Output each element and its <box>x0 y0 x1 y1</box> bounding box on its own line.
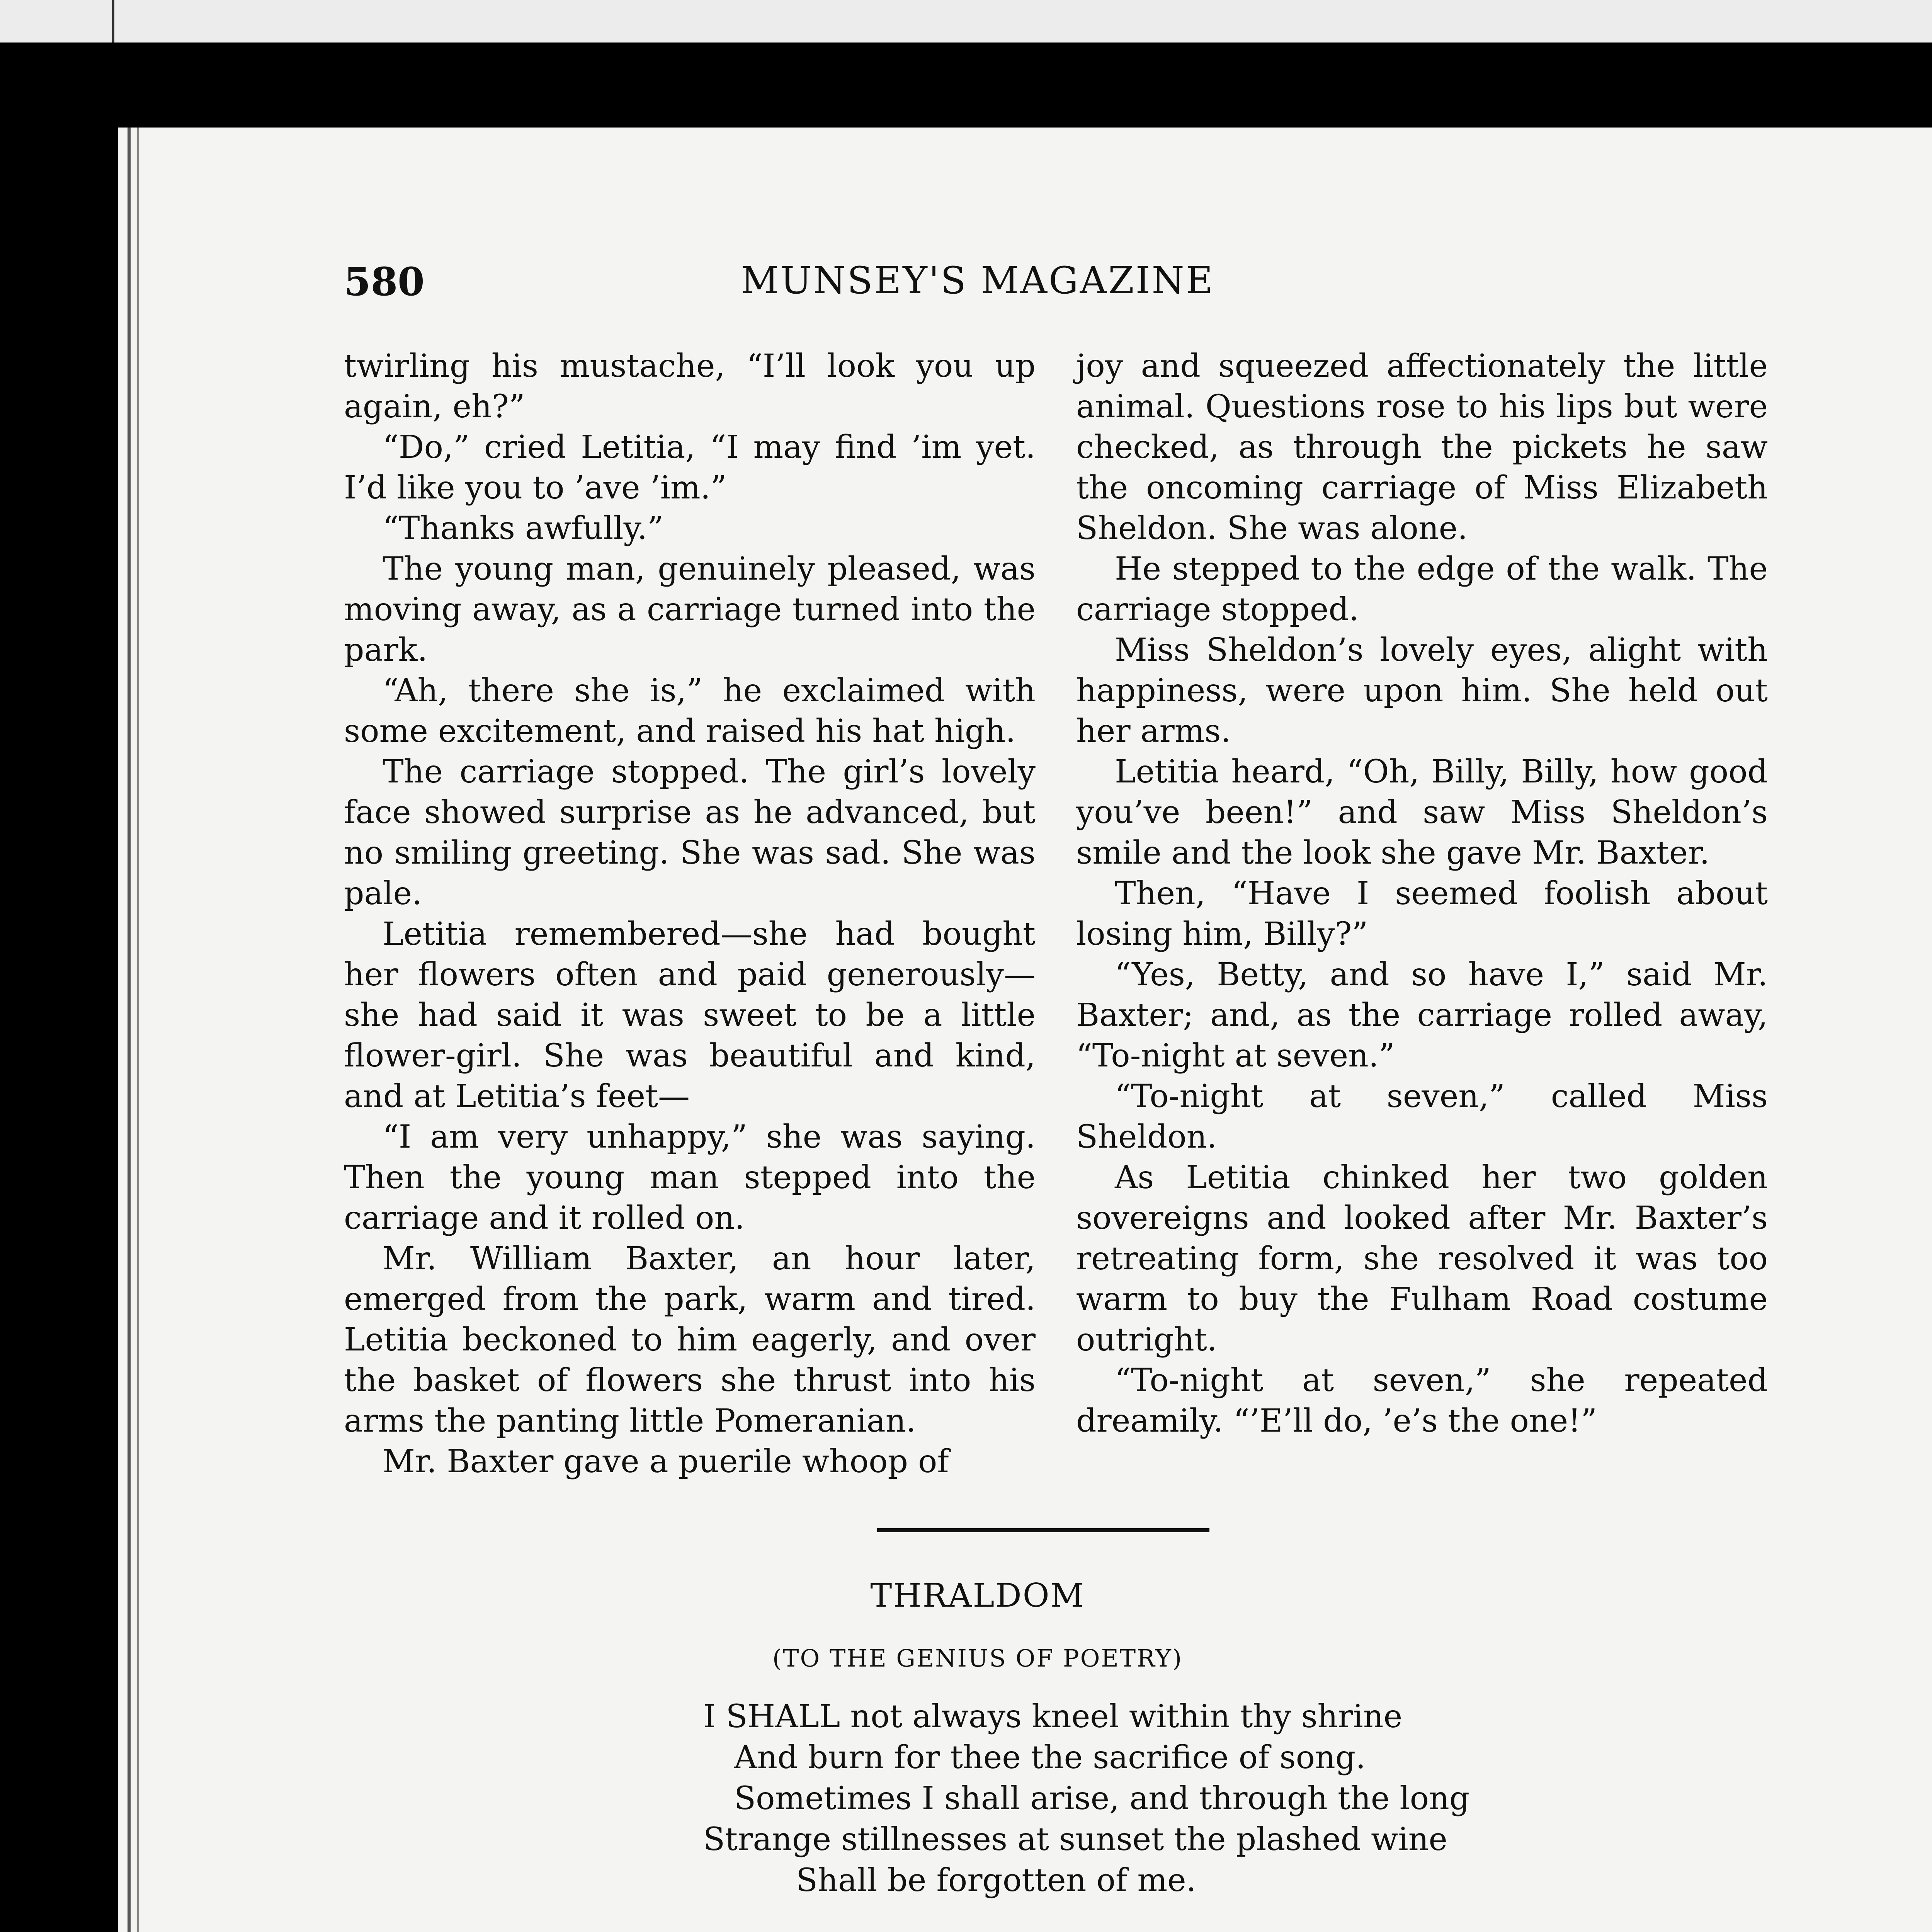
paragraph: “Yes, Betty, and so have I,” said Mr. Baxter; and, as the carriage rolled away, “To-night at seven.” <box>1076 956 1768 1074</box>
paragraph: Letitia heard, “Oh, Billy, Billy, how good you’ve been!” and saw Miss Sheldon’s smile and the look she gave Mr. Baxter. <box>1076 753 1768 871</box>
paragraph: Then, “Have I seemed foolish about losing him, Billy?” <box>1076 875 1768 952</box>
poem-line: Strange stillnesses at sunset the plashed wine <box>703 1821 1447 1858</box>
story-left-column <box>344 346 1036 1482</box>
poem-line: I SHALL not always kneel within thy shrine <box>703 1698 1403 1735</box>
paragraph: “I am very unhappy,” she was saying. Then the young man stepped into the carriage and it rolled on. <box>344 1119 1036 1236</box>
paragraph: The carriage stopped. The girl’s lovely face showed surprise as he advanced, but no smiling greeting. She was sad. She was pale. <box>344 753 1036 912</box>
paragraph: As Letitia chinked her two golden sovereigns and looked after Mr. Baxter’s retreating form, she resolved it was too warm to buy the Fulham Road costume outright. <box>1076 1159 1768 1358</box>
binding-gutter-line <box>128 128 131 1932</box>
paragraph: He stepped to the edge of the walk. The carriage stopped. <box>1076 551 1768 628</box>
binding-gutter-line <box>137 128 139 1932</box>
paragraph: Mr. William Baxter, an hour later, emerged from the park, warm and tired. Letitia beckoned to him eagerly, and over the basket of flowers she thrust into his arms the panting little Pomeranian. <box>344 1240 1036 1439</box>
paragraph: “Ah, there she is,” he exclaimed with some excitement, and raised his hat high. <box>344 672 1036 750</box>
section-divider-rule <box>877 1528 1209 1532</box>
poem-line: Sometimes I shall arise, and through the long <box>734 1780 1470 1817</box>
paragraph: The young man, genuinely pleased, was moving away, as a carriage turned into the park. <box>344 551 1036 668</box>
paragraph: “To-night at seven,” called Miss Sheldon. <box>1076 1078 1768 1155</box>
poem-line: Shall be forgotten of me. <box>796 1862 1196 1899</box>
poem-dedication: (TO THE GENIUS OF POETRY) <box>772 1644 1183 1672</box>
page-number: 580 <box>344 259 425 304</box>
poem-line: And burn for thee the sacrifice of song. <box>734 1739 1366 1776</box>
paragraph: “To-night at seven,” she repeated dreamily. “’E’ll do, ’e’s the one!” <box>1076 1362 1768 1439</box>
top-page-edge <box>112 0 114 43</box>
top-page-strip <box>0 0 1932 43</box>
paragraph: Letitia remembered—she had bought her flowers often and paid generously—she had said it was sweet to be a little flower-girl. She was beautiful and kind, and at Letitia’s feet— <box>344 916 1036 1115</box>
paragraph: Miss Sheldon’s lovely eyes, alight with happiness, were upon him. She held out her arms. <box>1076 632 1768 750</box>
paragraph: twirling his mustache, “I’ll look you up again, eh?” <box>344 348 1036 425</box>
paragraph: “Thanks awfully.” <box>383 510 664 547</box>
paragraph: Mr. Baxter gave a puerile whoop of <box>383 1443 949 1480</box>
paragraph: “Do,” cried Letitia, “I may find ’im yet. I’d like you to ’ave ’im.” <box>344 429 1036 506</box>
story-right-column <box>1076 346 1768 1441</box>
page-header <box>344 259 1611 313</box>
poem-stanza <box>703 1696 1631 1901</box>
running-title: MUNSEY'S MAGAZINE <box>741 259 1214 302</box>
poem-title: THRALDOM <box>870 1577 1085 1614</box>
paragraph: joy and squeezed affectionately the little animal. Questions rose to his lips but were checked, as through the pickets he saw the oncoming carriage of Miss Elizabeth Sheldon. She was alone. <box>1076 348 1768 547</box>
